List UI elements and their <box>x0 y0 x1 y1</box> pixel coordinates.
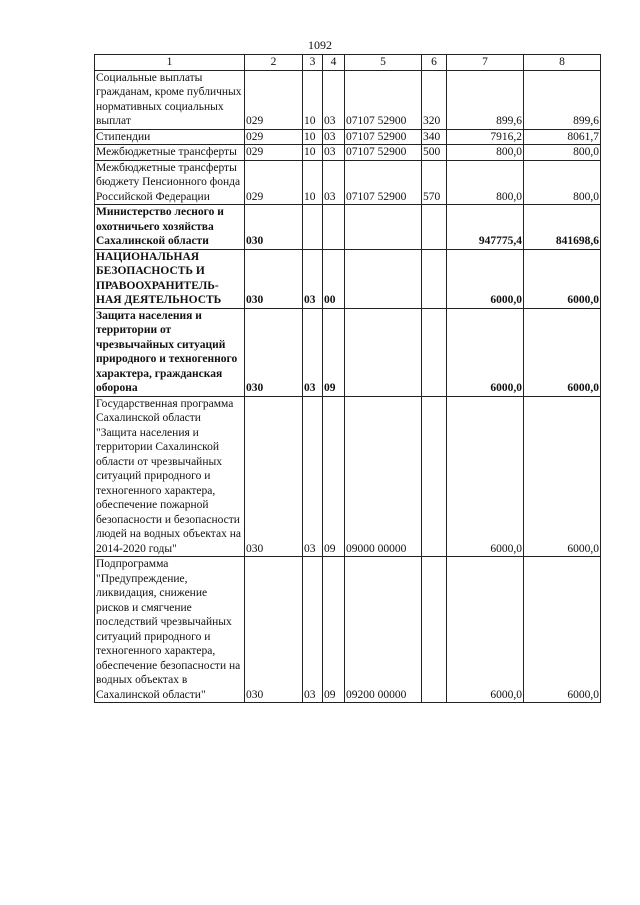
target-code: 09000 00000 <box>345 396 422 557</box>
table-header-row <box>95 55 601 71</box>
expense-code <box>422 308 447 396</box>
sum-col7: 899,6 <box>447 70 524 129</box>
table-row <box>95 129 601 145</box>
row-name: Защита населения и территории от чрезвычайных ситуаций природного и техногенного характера, гражданская оборона <box>95 308 245 396</box>
expense-code: 570 <box>422 160 447 205</box>
ministry-code: 030 <box>245 396 303 557</box>
section-code: 10 <box>303 145 323 161</box>
sum-col7: 947775,4 <box>447 205 524 250</box>
ministry-code: 029 <box>245 129 303 145</box>
sum-col7: 6000,0 <box>447 249 524 308</box>
table-row <box>95 145 601 161</box>
target-code <box>345 205 422 250</box>
row-name: Министерство лесного и охотничьего хозяйства Сахалинской области <box>95 205 245 250</box>
expense-code: 500 <box>422 145 447 161</box>
target-code <box>345 308 422 396</box>
row-name: Социальные выплаты гражданам, кроме публичных нормативных социальных выплат <box>95 70 245 129</box>
ministry-code: 029 <box>245 70 303 129</box>
section-code: 03 <box>303 396 323 557</box>
expense-code <box>422 396 447 557</box>
table-row <box>95 70 601 129</box>
sum-col7: 800,0 <box>447 160 524 205</box>
sum-col8: 6000,0 <box>524 396 601 557</box>
table-row <box>95 396 601 557</box>
subsection-code: 03 <box>323 70 345 129</box>
ministry-code: 030 <box>245 308 303 396</box>
subsection-code: 00 <box>323 249 345 308</box>
target-code <box>345 249 422 308</box>
column-header: 4 <box>323 55 345 71</box>
table-row <box>95 249 601 308</box>
section-code: 03 <box>303 308 323 396</box>
expense-code <box>422 249 447 308</box>
sum-col8: 6000,0 <box>524 308 601 396</box>
subsection-code: 03 <box>323 129 345 145</box>
sum-col8: 6000,0 <box>524 557 601 703</box>
section-code: 10 <box>303 70 323 129</box>
column-header: 5 <box>345 55 422 71</box>
column-header: 7 <box>447 55 524 71</box>
expense-code: 340 <box>422 129 447 145</box>
ministry-code: 030 <box>245 249 303 308</box>
target-code: 07107 52900 <box>345 160 422 205</box>
sum-col8: 8061,7 <box>524 129 601 145</box>
sum-col7: 6000,0 <box>447 308 524 396</box>
section-code: 10 <box>303 160 323 205</box>
target-code: 09200 00000 <box>345 557 422 703</box>
sum-col8: 841698,6 <box>524 205 601 250</box>
subsection-code <box>323 205 345 250</box>
row-name: Стипендии <box>95 129 245 145</box>
row-name: Межбюджетные трансферты <box>95 145 245 161</box>
sum-col7: 7916,2 <box>447 129 524 145</box>
sum-col8: 899,6 <box>524 70 601 129</box>
sum-col7: 6000,0 <box>447 557 524 703</box>
table-row <box>95 308 601 396</box>
table-row <box>95 557 601 703</box>
sum-col7: 6000,0 <box>447 396 524 557</box>
target-code: 07107 52900 <box>345 145 422 161</box>
expense-code: 320 <box>422 70 447 129</box>
column-header: 3 <box>303 55 323 71</box>
row-name: Межбюджетные трансферты бюджету Пенсионного фонда Российской Федерации <box>95 160 245 205</box>
expense-code <box>422 557 447 703</box>
sum-col7: 800,0 <box>447 145 524 161</box>
ministry-code: 029 <box>245 145 303 161</box>
section-code <box>303 205 323 250</box>
column-header: 8 <box>524 55 601 71</box>
table-row <box>95 205 601 250</box>
subsection-code: 03 <box>323 160 345 205</box>
column-header: 6 <box>422 55 447 71</box>
budget-table <box>94 54 601 703</box>
sum-col8: 800,0 <box>524 145 601 161</box>
column-header: 1 <box>95 55 245 71</box>
subsection-code: 09 <box>323 308 345 396</box>
expense-code <box>422 205 447 250</box>
subsection-code: 09 <box>323 396 345 557</box>
subsection-code: 09 <box>323 557 345 703</box>
sum-col8: 800,0 <box>524 160 601 205</box>
target-code: 07107 52900 <box>345 70 422 129</box>
table-row <box>95 160 601 205</box>
page-number: 1092 <box>308 38 332 52</box>
section-code: 10 <box>303 129 323 145</box>
ministry-code: 030 <box>245 205 303 250</box>
column-header: 2 <box>245 55 303 71</box>
ministry-code: 030 <box>245 557 303 703</box>
target-code: 07107 52900 <box>345 129 422 145</box>
subsection-code: 03 <box>323 145 345 161</box>
row-name: Подпрограмма "Предупреждение, ликвидация, снижение рисков и смягчение последствий чрезвычайных ситуаций природного и техногенного характера, обеспечение безопасности на водных объектах в Сахалинской области" <box>95 557 245 703</box>
ministry-code: 029 <box>245 160 303 205</box>
section-code: 03 <box>303 249 323 308</box>
row-name: НАЦИОНАЛЬНАЯ БЕЗОПАСНОСТЬ И ПРАВООХРАНИТЕЛЬ-НАЯ ДЕЯТЕЛЬНОСТЬ <box>95 249 245 308</box>
row-name: Государственная программа Сахалинской области "Защита населения и территории Сахалинской области от чрезвычайных ситуаций природного и техногенного характера, обеспечение пожарной безопасности и безопасности людей на водных объектах на 2014-2020 годы" <box>95 396 245 557</box>
sum-col8: 6000,0 <box>524 249 601 308</box>
section-code: 03 <box>303 557 323 703</box>
